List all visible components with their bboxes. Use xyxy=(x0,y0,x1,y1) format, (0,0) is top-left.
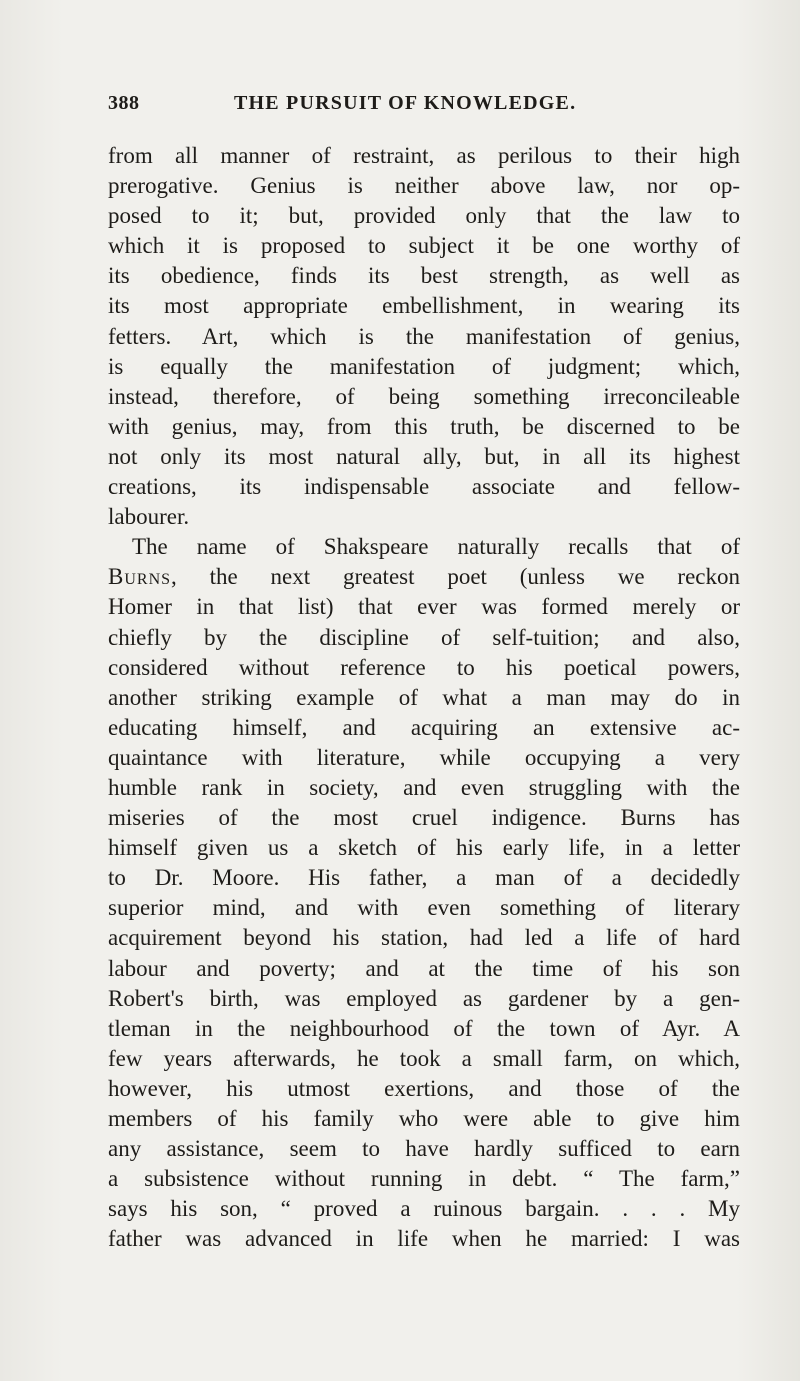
text-line: its most appropriate embellishment, in wearing its xyxy=(108,293,740,319)
text-line-with-smallcaps xyxy=(108,562,740,592)
text-line: prerogative. Genius is neither above law, nor op- xyxy=(108,173,740,199)
text-line: its obedience, finds its best strength, as well as xyxy=(108,263,740,289)
text-line: not only its most natural ally, but, in all its highest xyxy=(108,443,740,469)
text-line: chiefly by the discipline of self-tuition; and also, xyxy=(108,624,740,650)
text-line: educating himself, and acquiring an extensive ac- xyxy=(108,714,740,740)
paragraph-start-line: The name of Shakspeare naturally recalls that of xyxy=(132,534,740,560)
text-line: acquirement beyond his station, had led a life of hard xyxy=(108,925,740,951)
text-line: miseries of the most cruel indigence. Burns has xyxy=(108,805,740,831)
text-line: Homer in that list) that ever was formed merely or xyxy=(108,594,740,620)
text-line: tleman in the neighbourhood of the town of Ayr. A xyxy=(108,1015,740,1041)
text-line: superior mind, and with even something of literary xyxy=(108,895,740,921)
text-line: posed to it; but, provided only that the law to xyxy=(108,203,740,229)
text-line: says his son, “ proved a ruinous bargain. . . . My xyxy=(108,1196,740,1222)
text-line: another striking example of what a man may do in xyxy=(108,684,740,710)
running-head: THE PURSUIT OF KNOWLEDGE. xyxy=(234,92,577,114)
text-line: instead, therefore, of being something irreconcileable xyxy=(108,383,740,409)
text-line: with genius, may, from this truth, be discerned to be xyxy=(108,413,740,439)
text-line: considered without reference to his poetical powers, xyxy=(108,654,740,680)
text-line: a subsistence without running in debt. “ The farm,” xyxy=(108,1166,740,1192)
text-line: himself given us a sketch of his early life, in a letter xyxy=(108,835,740,861)
page-header xyxy=(108,92,748,122)
text-line: fetters. Art, which is the manifestation of genius, xyxy=(108,323,740,349)
page-number: 388 xyxy=(108,92,140,114)
paragraph-end-line: labourer. xyxy=(108,504,190,530)
text-line: however, his utmost exertions, and those of the xyxy=(108,1075,740,1101)
text-line: any assistance, seem to have hardly sufficed to earn xyxy=(108,1136,740,1162)
text-line: father was advanced in life when he married: I was xyxy=(108,1226,740,1252)
text-line: humble rank in society, and even struggling with the xyxy=(108,774,740,800)
text-line: is equally the manifestation of judgment; which, xyxy=(108,353,740,379)
body-text xyxy=(108,141,740,1254)
text-line: creations, its indispensable associate and fellow- xyxy=(108,474,740,500)
text-line: members of his family who were able to give him xyxy=(108,1106,740,1131)
smallcaps-name: Burns xyxy=(108,564,172,590)
text-line: Robert's birth, was employed as gardener by a gen- xyxy=(108,985,740,1011)
text-line: labour and poverty; and at the time of his son xyxy=(108,955,740,981)
text-line: few years afterwards, he took a small farm, on which, xyxy=(108,1045,740,1071)
text-line: to Dr. Moore. His father, a man of a decidedly xyxy=(108,865,740,891)
text-line: which it is proposed to subject it be one worthy of xyxy=(108,233,740,259)
text-line-rest: , the next greatest poet (unless we reckon xyxy=(171,564,740,590)
text-line: from all manner of restraint, as perilous to their high xyxy=(108,143,740,168)
text-line: quaintance with literature, while occupying a very xyxy=(108,744,740,770)
